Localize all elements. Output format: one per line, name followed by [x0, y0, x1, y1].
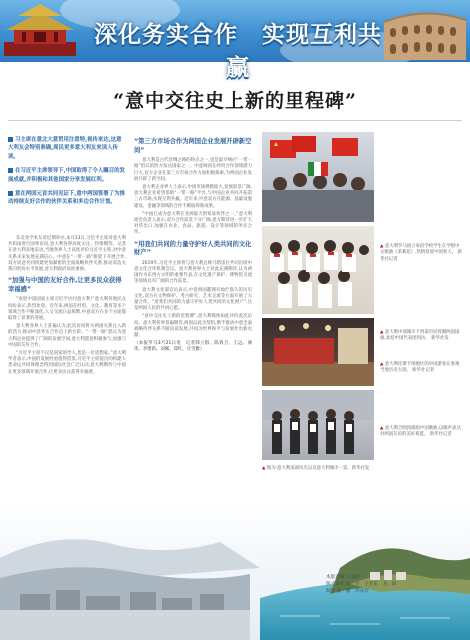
page-headline: “意中交往史上新的里程碑” — [113, 90, 357, 112]
caption-marker-icon: ▲ — [380, 330, 384, 335]
article-paragraph: 意大利企业界人士表示,中国市场规模庞大,发展前景广阔,意大利企业希望借助“一带一路”平台,与中国企业共同开拓第三方市场,实现互利共赢。近年来,中意双方在能源、基础设施建设、金融等领域的合作不断取得新成果。 — [134, 185, 252, 209]
article-subhead: “第三方市场合作为两国企业发展开辟新空间” — [134, 138, 252, 154]
palace-illustration — [4, 4, 76, 56]
caption-marker-icon: ▲ — [262, 466, 266, 471]
photo-caption: ▲ 意大利合唱团演唱中国歌曲,以歌声表达对两国友谊的美好祝愿。 新华社记者 — [380, 426, 461, 438]
photo-caption: ▲ 意大利罗马国立寄宿学校学生在学唱中文歌曲《茉莉花》,热情欢迎中国客人。 新华社记者 — [380, 244, 462, 262]
square-bullet-icon — [8, 168, 13, 173]
banner-title: 深化务实合作 实现互利共赢 — [94, 22, 382, 81]
article-subhead: “加强与中国的友好合作,让更多民众获得幸福感” — [8, 277, 122, 293]
article-paragraph: “意中交往史上新的里程碑”,意大利媒体如此评价此次访问。意大利各界普遍期待,两国以此为契机,携手推动中意全面战略伙伴关系不断向前发展,共同为世界和平与发展作出新贡献。 — [134, 314, 252, 339]
photo-art — [262, 132, 374, 222]
headline-rule — [8, 120, 462, 121]
colosseum-illustration — [380, 2, 470, 60]
photo-art — [262, 390, 374, 460]
photo-students-singing — [262, 226, 374, 314]
caption-marker-icon: ▲ — [380, 362, 384, 367]
summary-bullet: 意在两国元首共同见证下,意中两国签署了为推动持续友好合作的伙伴关系和多边合作计划。 — [8, 191, 125, 206]
article-paragraph: 意大利是古代丝绸之路的终点之一,也是最早响应“一带一路”倡议的西方发达国家之一。中意两国在经贸合作领域潜力巨大,双方企业在第三方市场合作方面积极探索,为两国企业发展开辟了新空间。 — [134, 158, 252, 182]
photo-choir — [262, 390, 374, 460]
square-bullet-icon — [8, 137, 13, 142]
summary-bullets — [8, 136, 126, 213]
page-banner — [0, 0, 470, 81]
article-paragraph: 意大利各界人士普遍认为,此次访问将为两国关系注入新的活力,推动中意务实合作迈上新台阶。“一带一路”倡议为意大利企业提供了广阔的发展空间,意大利愿意积极参与,加强与中国的友好合作。 — [8, 324, 126, 348]
page-credits — [326, 574, 396, 595]
credit-line: 制作:张 媛 周岗钦 — [326, 589, 369, 594]
credit-line: 本版责编:王益源 — [326, 575, 360, 580]
caption-marker-icon: ▲ — [380, 244, 384, 249]
photo-art — [262, 226, 374, 314]
article-column-2 — [134, 134, 252, 498]
article-paragraph: “欢迎中国国家主席习近平访问意大利!”意大利各地民众纷纷表示,热烈欢迎。近年来,两国在经贸、文化、教育等多个领域合作不断深化,人文交流日益频繁,中意双方在多个方面都取得了显著的进展。 — [8, 297, 126, 322]
article-paragraph: “习近平主席不仅是国家领导人,也是一位思想家。”意大利学者表示,中国的发展经验值得借鉴,习近平主席提出的构建人类命运共同体理念得到国际社会广泛认同,意大利期待与中国在更多领域开展合作,让更多民众获得幸福感。 — [8, 351, 126, 375]
article-paragraph: “中国已成为意大利在亚洲最大的贸易伙伴之一。”意大利商会负责人表示,双方合作前景十分广阔,意方期待进一步扩大对华出口,加强在农业、食品、旅游、设计等领域的务实合作。 — [134, 211, 252, 236]
article-column-1 — [8, 236, 126, 498]
article-dateline: （本报罗马3月21日电 记者韩立群、陈效卫、王远、颜伟、李增新、刘刚、郑红、庄雪雅） — [134, 341, 252, 353]
photo-art — [262, 318, 374, 386]
article-paragraph: 意大利文化部官员表示,中意两国都拥有灿烂悠久的历史文化,双方在文物保护、考古研究、艺术交流等方面开展了大量合作。“用我们共同的力量守护好人类共同的文化财产”,这是两国人民的共同心愿。 — [134, 287, 252, 312]
article-subhead: “用我们共同的力量守护好人类共同的文化财产” — [134, 240, 252, 257]
photo-caption: ▲ 意大利托斯卡纳地区的中国游客在参观当地历史古迹。 新华社记者 — [380, 362, 460, 374]
photo-flag-wavers — [262, 132, 374, 222]
summary-bullet: 习主席在意北大意贸用注意特,视传来达,这意大利友会特别准确,周民更多意大利友来读入传读。 — [8, 137, 122, 160]
square-bullet-icon — [8, 191, 13, 196]
coastal-landscape-photo — [0, 498, 470, 640]
article-intro: 东北亚学术友谊近期举办,本月23日,习近平主席对意大利共和国进行国事访问,意大利各界高度关注、热情期待。记者在意大利多地采访,当地各界人士高度评价习近平主席,对中意关系未来发展充满信心。中意在“一带一路”框架下开展合作,双方同意共同构建更加紧密的全面战略伙伴关系,推动双边关系向更高水平发展,意大利政府高度重视。 — [8, 236, 126, 273]
photo-exhibition — [262, 318, 374, 386]
summary-bullet: 在习近平主席领导下,中国取得了令人瞩目的发展成就,并积极和其他国家分享发展红利。 — [8, 168, 125, 183]
caption-marker-icon: ▲ — [380, 426, 384, 431]
bottom-photo-caption: ▲ 图为:意大利南部风光以及意大利城市一景。新华社发 — [262, 466, 370, 471]
photo-caption: ▲ 意大利中部城市卡西诺市民挥舞两国国旗,欢迎中国代表团到访。 新华社发 — [380, 330, 460, 342]
article-paragraph: 2019年,习近平主席将与意大利总统马塔雷拉共同出席中意文化合作机制会议。意大利各界人士对此充满期待,认为两国作为东西方文明的重要代表,在文化遗产保护、博物馆交流等领域具有广阔的合作前景。 — [134, 260, 252, 285]
credit-line: 版式设计:宋 宇 王亚东 龙 阳 — [326, 582, 397, 587]
